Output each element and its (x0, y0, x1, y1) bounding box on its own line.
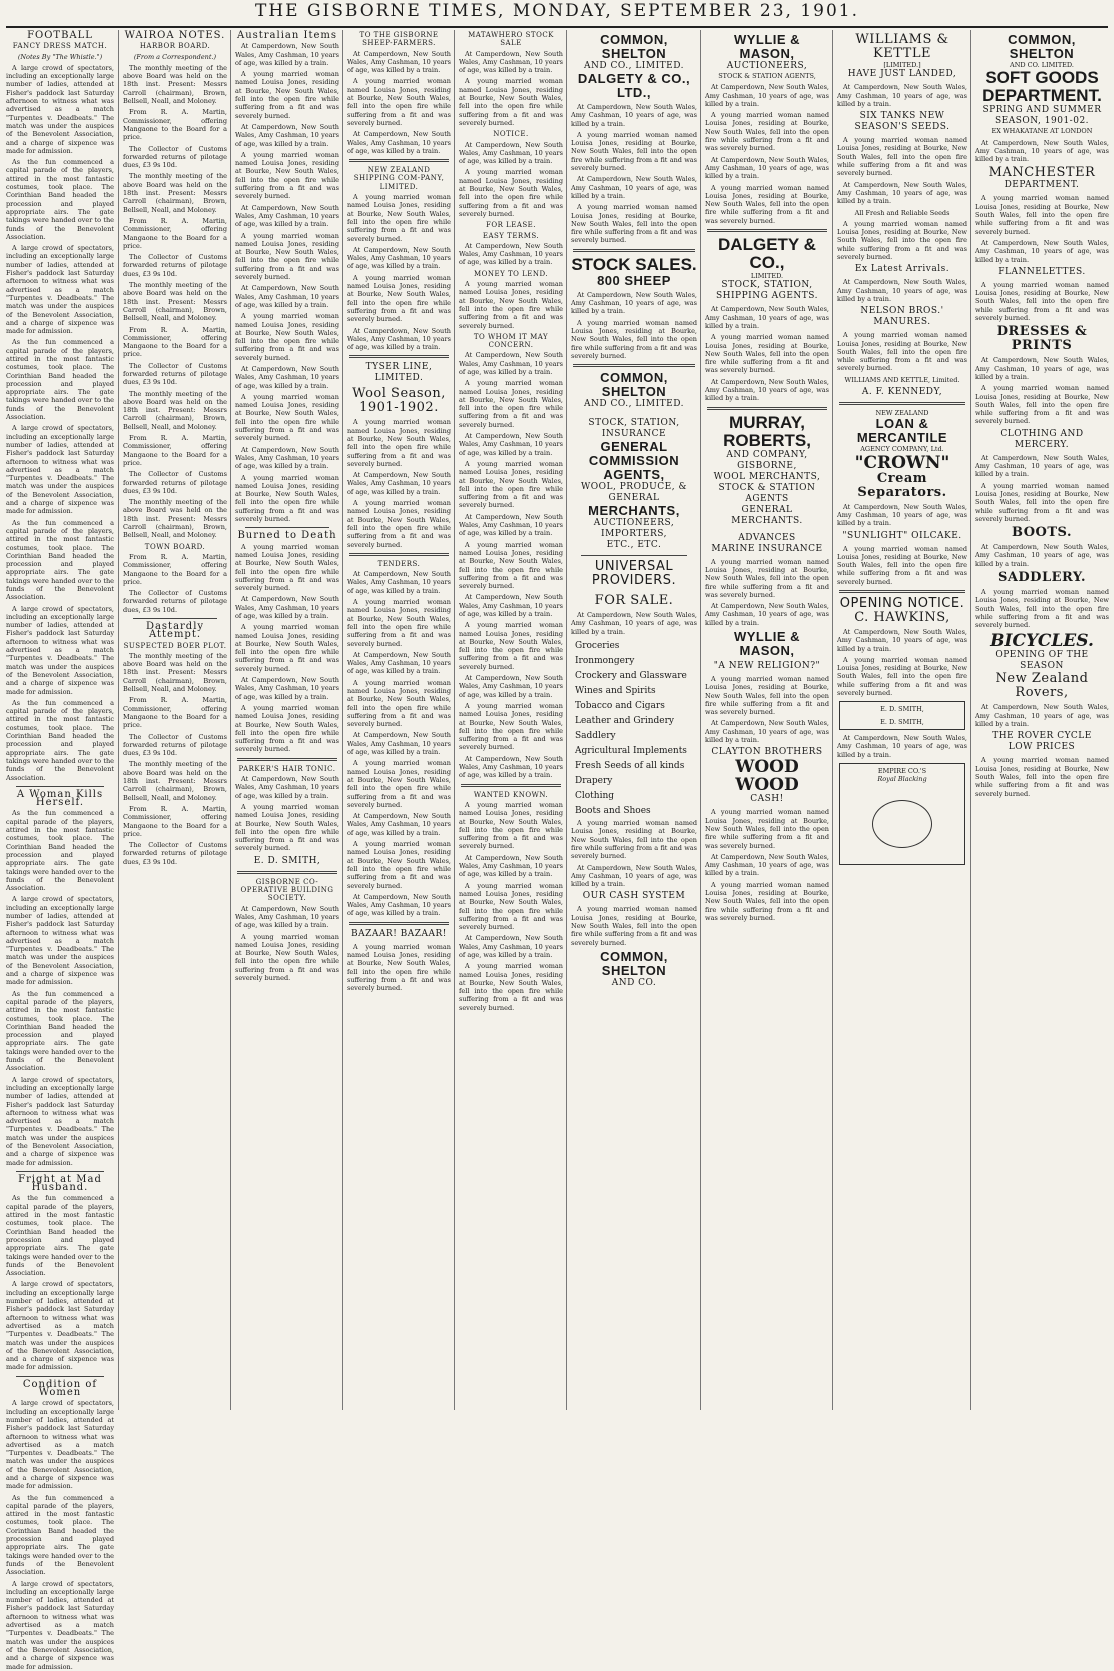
ad-boots: BOOTS. (1011, 525, 1072, 541)
article-paragraph: A young married woman named Louisa Jones, residing at Bourke, New South Wales, fell into the open fire while suffering from a fit and was severely burned. (705, 183, 829, 225)
article-paragraph: As the fun commenced a capital parade of the players, attired in the most fantastic costumes, took place. The Corinthian Band headed the procession and played appropriate airs. The gate takings were handed over to the funds of the Benevolent Association. (6, 518, 114, 602)
heading-building-society: GISBORNE CO-OPERATIVE BUILDING SOCIETY. (240, 877, 334, 903)
article-paragraph: At Camperdown, New South Wales, Amy Cashman, 10 years of age, was killed by a train. (235, 775, 339, 800)
goods-item: Agricultural Implements (575, 746, 687, 757)
ad-clothing-mercery: CLOTHING AND MERCERY. (1000, 428, 1084, 450)
article-paragraph: From R. A. Martin, Commissioner, offering Mangaone to the Board for a price. (123, 434, 227, 467)
byline-correspondent: (From a Correspondent.) (133, 52, 217, 61)
article-paragraph: A young married woman named Louisa Jones, residing at Bourke, New South Wales, fell into the open fire while suffering from a fit and was severely burned. (235, 70, 339, 120)
divider (573, 249, 695, 252)
column-common-shelton (566, 30, 701, 1410)
article-paragraph: A young married woman named Louisa Jones, residing at Bourke, New South Wales, fell into the open fire while suffering from a fit and was severely burned. (459, 540, 563, 591)
article-paragraph: At Camperdown, New South Wales, Amy Cashman, 10 years of age, was killed by a train. (705, 377, 829, 403)
column-shipping (342, 30, 455, 1410)
article-paragraph: The monthly meeting of the above Board was held on the 18th inst. Present: Messrs Carroll (chairman), Brown, Bellsell, Neall, and Moloney. (123, 389, 227, 431)
ad-stock-sales: STOCK SALES. 800 SHEEP (571, 254, 697, 288)
heading-fancy-dress: FANCY DRESS MATCH. (12, 42, 108, 51)
heading-sheep-farmers: TO THE GISBORNE SHEEP-FARMERS. (359, 31, 439, 48)
goods-item: Ironmongery (575, 656, 635, 667)
goods-item: Groceries (575, 641, 620, 652)
goods-item: Saddlery (575, 731, 616, 742)
article-paragraph: At Camperdown, New South Wales, Amy Cashman, 10 years of age, was killed by a train. (235, 42, 339, 67)
article-paragraph: From R. A. Martin, Commissioner, offering Mangaone to the Board for a price. (123, 216, 227, 250)
article-paragraph: From R. A. Martin, Commissioner, offering Mangaone to the Board for a price. (123, 325, 227, 359)
article-paragraph: A young married woman named Louisa Jones, residing at Bourke, New South Wales, fell into the open fire while suffering from a fit and was severely burned. (705, 111, 829, 153)
ad-wyllie-mason-2: WYLLIE & MASON, (733, 628, 801, 658)
ad-bicycles: BICYCLES. OPENING OF THE SEASON New Zealand Rovers, (990, 631, 1094, 701)
article-paragraph: At Camperdown, New South Wales, Amy Cashman, 10 years of age, was killed by a train. (235, 122, 339, 148)
column-notices (454, 30, 567, 1410)
article-paragraph: At Camperdown, New South Wales, Amy Cashman, 10 years of age, was killed by a train. (459, 49, 563, 75)
heading-matawhero-stock-sale: MATAWHERO STOCK SALE (468, 31, 554, 48)
divider (461, 784, 561, 787)
article-paragraph: As the fun commenced a capital parade of the players, attired in the most fantastic costumes, took place. The Corinthian Band headed the procession and played appropriate airs. The gate takings were handed over to the funds of the Benevolent Association. (6, 1493, 114, 1577)
article-paragraph: A young married woman named Louisa Jones, residing at Bourke, New South Wales, fell into the open fire while suffering from a fit and was severely burned. (975, 587, 1109, 630)
article-paragraph: At Camperdown, New South Wales, Amy Cashman, 10 years of age, was killed by a train. (459, 934, 563, 959)
ad-wyllie-mason: WYLLIE & MASON, AUCTIONEERS, STOCK & STATION AGENTS, (718, 32, 816, 80)
divider (581, 555, 687, 556)
article-paragraph: A young married woman named Louisa Jones, residing at Bourke, New South Wales, fell into the open fire while suffering from a fit and was severely burned. (837, 655, 967, 698)
article-paragraph: At Camperdown, New South Wales, Amy Cashman, 10 years of age, was killed by a train. (459, 674, 563, 699)
article-paragraph: A young married woman named Louisa Jones, residing at Bourke, New South Wales, fell into the open fire while suffering from a fit and was severely burned. (347, 418, 451, 468)
ad-opening-notice: OPENING NOTICE. C. HAWKINS, (839, 595, 965, 625)
heading-australian-items: Australian Items (236, 30, 338, 41)
article-paragraph: At Camperdown, New South Wales, Amy Cashman, 10 years of age, was killed by a train. (235, 203, 339, 229)
article-paragraph: At Camperdown, New South Wales, Amy Cashman, 10 years of age, was killed by a train. (235, 284, 339, 309)
divider (707, 229, 827, 232)
heading-burned-to-death: Burned to Death (237, 530, 337, 542)
divider (573, 364, 695, 367)
divider (707, 407, 827, 410)
heading-town-board: TOWN BOARD. (144, 542, 206, 551)
article-paragraph: The Collector of Customs forwarded returns of pilotage dues, £3 9s 10d. (123, 144, 227, 170)
article-paragraph: At Camperdown, New South Wales, Amy Cashman, 10 years of age, was killed by a train. (347, 812, 451, 837)
heading-harbor-board: HARBOR BOARD. (139, 42, 211, 51)
ad-af-kennedy: A. F. KENNEDY, (861, 387, 943, 398)
article-paragraph: A large crowd of spectators, including an exceptionally large number of ladies, attended at Fisher's paddock last Saturday afternoon to witness what was advertised as a match "Turpentes v. Deadbeats." The match was under the auspices of the Benevolent Association, and a charge of sixpence was made for admission. (6, 1075, 114, 1167)
article-paragraph: A young married woman named Louisa Jones, residing at Bourke, New South Wales, fell into the open fire while suffering from a fit and was severely burned. (975, 384, 1109, 426)
column-australian-items (230, 30, 343, 1410)
article-paragraph: At Camperdown, New South Wales, Amy Cashman, 10 years of age, was killed by a train. (705, 83, 829, 108)
article-paragraph: A young married woman named Louisa Jones, residing at Bourke, New South Wales, fell into the open fire while suffering from a fit and was severely burned. (975, 756, 1109, 798)
article-paragraph: The Collector of Customs forwarded returns of pilotage dues, £3 9s 10d. (123, 253, 227, 278)
ad-tyser-line: TYSER LINE, LIMITED. (365, 362, 433, 384)
ad-dalgety: DALGETY & CO., LIMITED. STOCK, STATION, SHIPPING AGENTS. (715, 235, 818, 302)
article-paragraph: A large crowd of spectators, including an exceptionally large number of ladies, attended at Fisher's paddock last Saturday afternoon to witness what was advertised as a match "Turpentes v. Deadbeats." The match was under the auspices of the Benevolent Association, and a charge of sixpence was made for admission. (6, 424, 114, 516)
divider (16, 786, 104, 787)
ad-bazaar: BAZAAR! BAZAAR! (351, 928, 447, 939)
divider (349, 355, 449, 358)
divider (237, 758, 337, 761)
article-paragraph: A young married woman named Louisa Jones, residing at Bourke, New South Wales, fell into the open fire while suffering from a fit and was severely burned. (459, 379, 563, 429)
article-paragraph: A young married woman named Louisa Jones, residing at Bourke, New South Wales, fell into the open fire while suffering from a fit and was severely burned. (347, 598, 451, 648)
article-paragraph: At Camperdown, New South Wales, Amy Cashman, 10 years of age, was killed by a train. (459, 754, 563, 780)
article-paragraph: At Camperdown, New South Wales, Amy Cashman, 10 years of age, was killed by a train. (571, 863, 697, 889)
article-paragraph: At Camperdown, New South Wales, Amy Cashman, 10 years of age, was killed by a train. (975, 356, 1109, 381)
column-williams-kettle (832, 30, 971, 1410)
article-paragraph: A young married woman named Louisa Jones, residing at Bourke, New South Wales, fell into the open fire while suffering from a fit and was severely burned. (705, 808, 829, 850)
article-paragraph: From R. A. Martin, Commissioner, offering Mangaone to the Board for a price. (123, 108, 227, 142)
article-paragraph: At Camperdown, New South Wales, Amy Cashman, 10 years of age, was killed by a train. (347, 731, 451, 757)
article-paragraph: The Collector of Customs forwarded returns of pilotage dues, £3 9s 10d. (123, 470, 227, 495)
column-wairoa-notes (118, 30, 231, 1410)
column-wyllie-mason (700, 30, 833, 1410)
divider (839, 590, 965, 593)
divider (839, 402, 965, 405)
ad-manchester: MANCHESTER DEPARTMENT. (988, 165, 1096, 191)
ad-dresses-prints: DRESSES & PRINTS (996, 324, 1088, 354)
ad-rover-cycle: THE ROVER CYCLE LOW PRICES (992, 731, 1092, 753)
article-paragraph: A young married woman named Louisa Jones, residing at Bourke, New South Wales, fell into the open fire while suffering from a fit and was severely burned. (571, 203, 697, 245)
goods-item: Fresh Seeds of all kinds (575, 761, 685, 772)
divider (349, 159, 449, 162)
goods-item: Clothing (575, 791, 615, 802)
article-paragraph: A young married woman named Louisa Jones, residing at Bourke, New South Wales, fell into the open fire while suffering from a fit and was severely burned. (705, 557, 829, 599)
article-paragraph: At Camperdown, New South Wales, Amy Cashman, 10 years of age, was killed by a train. (235, 676, 339, 701)
shoe-oval-icon (872, 800, 932, 848)
article-paragraph: At Camperdown, New South Wales, Amy Cashman, 10 years of age, was killed by a train. (459, 140, 563, 166)
article-paragraph: The Collector of Customs forwarded returns of pilotage dues, £3 9s 10d. (123, 841, 227, 866)
article-paragraph: A young married woman named Louisa Jones, residing at Bourke, New South Wales, fell into the open fire while suffering from a fit and was severely burned. (235, 312, 339, 362)
goods-item: Drapery (575, 776, 613, 787)
goods-item: Wines and Spirits (575, 686, 656, 697)
article-paragraph: A large crowd of spectators, including an exceptionally large number of ladies, attended at Fisher's paddock last Saturday afternoon to witness what was advertised as a match "Turpentes v. Deadbeats." The match was under the auspices of the Benevolent Association, and a charge of sixpence was made for admission. (6, 1579, 114, 1671)
goods-list (571, 639, 697, 819)
article-paragraph: A young married woman named Louisa Jones, residing at Bourke, New South Wales, fell into the open fire while suffering from a fit and was severely burned. (235, 473, 339, 524)
article-paragraph: At Camperdown, New South Wales, Amy Cashman, 10 years of age, was killed by a train. (347, 892, 451, 918)
article-paragraph: At Camperdown, New South Wales, Amy Cashman, 10 years of age, was killed by a train. (975, 453, 1109, 479)
article-paragraph: At Camperdown, New South Wales, Amy Cashman, 10 years of age, was killed by a train. (571, 290, 697, 316)
article-paragraph: At Camperdown, New South Wales, Amy Cashman, 10 years of age, was killed by a train. (571, 175, 697, 200)
article-paragraph: A large crowd of spectators, including an exceptionally large number of ladies, attended at Fisher's paddock last Saturday afternoon to witness what was advertised as a match "Turpentes v. Deadbeats." The match was under the auspices of the Benevolent Association, and a charge of sixpence was made for admission. (6, 244, 114, 336)
heading-nz-shipping: NEW ZEALAND SHIPPING COM-PANY, LIMITED. (353, 166, 445, 191)
article-paragraph: The monthly meeting of the above Board was held on the 18th inst. Present: Messrs Carroll (chairman), Brown, Bellsell, Neall, and Moloney. (123, 172, 227, 214)
ad-ed-smith-box: E. D. SMITH, E. D. SMITH, (839, 701, 965, 730)
article-paragraph: As the fun commenced a capital parade of the players, attired in the most fantastic costumes, took place. The Corinthian Band headed the procession and played appropriate airs. The gate takings were handed over to the funds of the Benevolent Association. (6, 338, 114, 422)
article-paragraph: A young married woman named Louisa Jones, residing at Bourke, New South Wales, fell into the open fire while suffering from a fit and was severely burned. (459, 800, 563, 851)
article-paragraph: A young married woman named Louisa Jones, residing at Bourke, New South Wales, fell into the open fire while suffering from a fit and was severely burned. (975, 194, 1109, 236)
article-paragraph: From R. A. Martin, Commissioner, offering Mangaone to the Board for a price. (123, 696, 227, 730)
article-paragraph: A young married woman named Louisa Jones, residing at Bourke, New South Wales, fell into the open fire while suffering from a fit and was severely burned. (235, 703, 339, 754)
article-paragraph: As the fun commenced a capital parade of the players, attired in the most fantastic costumes, took place. The Corinthian Band headed the procession and played appropriate airs. The gate takings were handed over to the funds of the Benevolent Association. (6, 698, 114, 782)
article-paragraph: A young married woman named Louisa Jones, residing at Bourke, New South Wales, fell into the open fire while suffering from a fit and was severely burned. (459, 168, 563, 218)
article-paragraph: The monthly meeting of the above Board was held on the 18th inst. Present: Messrs Carroll (chairman), Brown, Bellsell, Neall, and Moloney. (123, 760, 227, 802)
article-paragraph: As the fun commenced a capital parade of the players, attired in the most fantastic costumes, took place. The Corinthian Band headed the procession and played appropriate airs. The gate takings were handed over to the funds of the Benevolent Association. (6, 158, 114, 241)
article-paragraph: At Camperdown, New South Wales, Amy Cashman, 10 years of age, was killed by a train. (459, 853, 563, 879)
article-paragraph: A young married woman named Louisa Jones, residing at Bourke, New South Wales, fell into the open fire while suffering from a fit and was severely burned. (459, 77, 563, 127)
heading-wanted-known: WANTED KNOWN. (473, 790, 549, 799)
columns (6, 30, 1109, 1671)
article-paragraph: A young married woman named Louisa Jones, residing at Bourke, New South Wales, fell into the open fire while suffering from a fit and was severely burned. (571, 905, 697, 947)
article-paragraph: A young married woman named Louisa Jones, residing at Bourke, New South Wales, fell into the open fire while suffering from a fit and was severely burned. (347, 678, 451, 729)
article-paragraph: A young married woman named Louisa Jones, residing at Bourke, New South Wales, fell into the open fire while suffering from a fit and was severely burned. (235, 802, 339, 853)
article-paragraph: At Camperdown, New South Wales, Amy Cashman, 10 years of age, was killed by a train. (837, 733, 967, 759)
ad-common-shelton-top: COMMON, SHELTON AND CO., LIMITED. DALGETY & CO., LTD., (577, 32, 691, 100)
article-paragraph: A young married woman named Louisa Jones, residing at Bourke, New South Wales, fell into the open fire while suffering from a fit and was severely burned. (459, 701, 563, 752)
heading-football: FOOTBALL (27, 30, 93, 41)
heading-for-lease: FOR LEASE. (485, 221, 537, 230)
article-paragraph: A young married woman named Louisa Jones, residing at Bourke, New South Wales, fell into the open fire while suffering from a fit and was severely burned. (705, 880, 829, 922)
article-paragraph: The monthly meeting of the above Board was held on the 18th inst. Present: Messrs Carroll (chairman), Brown, Bellsell, Neall, and Moloney. (123, 498, 227, 540)
ad-williams-kettle: WILLIAMS & KETTLE [LIMITED.] HAVE JUST LANDED, (847, 32, 957, 80)
article-paragraph: At Camperdown, New South Wales, Amy Cashman, 10 years of age, was killed by a train. (347, 650, 451, 676)
goods-item: Leather and Grindery (575, 716, 674, 727)
ad-common-shelton-soft: COMMON, SHELTON AND CO. LIMITED. SOFT GOODS DEPARTMENT. SPRING AND SUMMER SEASON, 1901-02. EX WHAKATANE AT LONDON (982, 32, 1102, 136)
article-paragraph: The Collector of Customs forwarded returns of pilotage dues, £3 9s 10d. (123, 361, 227, 387)
article-paragraph: At Camperdown, New South Wales, Amy Cashman, 10 years of age, was killed by a train. (975, 543, 1109, 568)
article-paragraph: A young married woman named Louisa Jones, residing at Bourke, New South Wales, fell into the open fire while suffering from a fit and was severely burned. (571, 318, 697, 360)
article-paragraph: A young married woman named Louisa Jones, residing at Bourke, New South Wales, fell into the open fire while suffering from a fit and was severely burned. (837, 136, 967, 178)
article-paragraph: The Collector of Customs forwarded returns of pilotage dues, £3 9s 10d. (123, 732, 227, 758)
article-paragraph: At Camperdown, New South Wales, Amy Cashman, 10 years of age, was killed by a train. (235, 595, 339, 620)
article-paragraph: At Camperdown, New South Wales, Amy Cashman, 10 years of age, was killed by a train. (975, 238, 1109, 264)
article-paragraph: At Camperdown, New South Wales, Amy Cashman, 10 years of age, was killed by a train. (837, 502, 967, 528)
article-paragraph: A young married woman named Louisa Jones, residing at Bourke, New South Wales, fell into the open fire while suffering from a fit and was severely burned. (347, 77, 451, 127)
ad-murray-roberts: MURRAY, ROBERTS, AND COMPANY, GISBORNE, WOOL MERCHANTS, STOCK & STATION AGENTS GENERAL MERCHANTS. ADVANCES MARINE INSURANCE (711, 412, 823, 554)
article-paragraph: As the fun commenced a capital parade of the players, attired in the most fantastic costumes, took place. The Corinthian Band headed the procession and played appropriate airs. The gate takings were handed over to the funds of the Benevolent Association. (6, 1194, 114, 1278)
article-paragraph: At Camperdown, New South Wales, Amy Cashman, 10 years of age, was killed by a train. (347, 49, 451, 75)
heading-notice: NOTICE. (493, 130, 529, 139)
article-paragraph: A young married woman named Louisa Jones, residing at Bourke, New South Wales, fell into the open fire while suffering from a fit and was severely burned. (837, 544, 967, 586)
heading-boer-plot: SUSPECTED BOER PLOT. (123, 641, 227, 650)
ad-wk-limited: WILLIAMS AND KETTLE, Limited. (844, 375, 960, 384)
ad-cash-system: OUR CASH SYSTEM (582, 891, 686, 902)
article-paragraph: At Camperdown, New South Wales, Amy Cashman, 10 years of age, was killed by a train. (975, 138, 1109, 164)
article-paragraph: A young married woman named Louisa Jones, residing at Bourke, New South Wales, fell into the open fire while suffering from a fit and was severely burned. (347, 273, 451, 324)
article-paragraph: A large crowd of spectators, including an exceptionally large number of ladies, attended at Fisher's paddock last Saturday afternoon to witness what was advertised as a match "Turpentes v. Deadbeats." The match was under the auspices of the Benevolent Association, and a charge of sixpence was made for admission. (6, 1280, 114, 1372)
heading-easy-terms: EASY TERMS. (482, 231, 540, 240)
goods-item: Boots and Shoes (575, 806, 651, 817)
divider (349, 922, 449, 925)
article-paragraph: A young married woman named Louisa Jones, residing at Bourke, New South Wales, fell into the open fire while suffering from a fit and was severely burned. (459, 621, 563, 671)
article-paragraph: A young married woman named Louisa Jones, residing at Bourke, New South Wales, fell into the open fire while suffering from a fit and was severely burned. (705, 674, 829, 717)
article-paragraph: At Camperdown, New South Wales, Amy Cashman, 10 years of age, was killed by a train. (705, 602, 829, 627)
ad-nz-loan: NEW ZEALAND LOAN & MERCANTILE AGENCY COMPANY, Ltd. "CROWN" Cream Separators. (854, 409, 950, 500)
article-paragraph: At Camperdown, New South Wales, Amy Cashman, 10 years of age, was killed by a train. (705, 852, 829, 878)
byline-whistle: (Notes By "The Whistle.") (17, 52, 103, 61)
article-paragraph: From R. A. Martin, Commissioner, offering Mangaone to the Board for a price. (123, 552, 227, 586)
divider (349, 553, 449, 556)
article-paragraph: At Camperdown, New South Wales, Amy Cashman, 10 years of age, was killed by a train. (347, 471, 451, 496)
article-paragraph: A young married woman named Louisa Jones, residing at Bourke, New South Wales, fell into the open fire while suffering from a fit and was severely burned. (347, 499, 451, 549)
divider (16, 1171, 104, 1172)
column-football (6, 30, 118, 1671)
divider (245, 527, 329, 528)
ad-ed-smith: E. D. SMITH, (253, 855, 321, 866)
article-paragraph: A young married woman named Louisa Jones, residing at Bourke, New South Wales, fell into the open fire while suffering from a fit and was severely burned. (837, 219, 967, 262)
article-paragraph: At Camperdown, New South Wales, Amy Cashman, 10 years of age, was killed by a train. (347, 326, 451, 352)
divider (133, 618, 217, 619)
ad-nelson-bros: NELSON BROS.' MANURES. (860, 306, 944, 328)
article-paragraph: At Camperdown, New South Wales, Amy Cashman, 10 years of age, was killed by a train. (347, 245, 451, 271)
ad-wool-season: Wool Season, 1901-1902. (352, 386, 446, 416)
heading-condition-of-women: Condition of Women (22, 1378, 98, 1399)
article-paragraph: At Camperdown, New South Wales, Amy Cashman, 10 years of age, was killed by a train. (235, 364, 339, 390)
article-paragraph: A young married woman named Louisa Jones, residing at Bourke, New South Wales, fell into the open fire while suffering from a fit and was severely burned. (975, 280, 1109, 323)
article-paragraph: As the fun commenced a capital parade of the players, attired in the most fantastic costumes, took place. The Corinthian Band headed the procession and played appropriate airs. The gate takings were handed over to the funds of the Benevolent Association. (6, 809, 114, 893)
article-paragraph: A large crowd of spectators, including an exceptionally large number of ladies, attended at Fisher's paddock last Saturday afternoon to witness what was advertised as a match "Turpentes v. Deadbeats." The match was under the auspices of the Benevolent Association, and a charge of sixpence was made for admission. (6, 63, 114, 155)
ad-common-shelton-bottom: COMMON, SHELTON AND CO. (600, 948, 668, 988)
heading-woman-kills-herself: A Woman Kills Herself. (16, 788, 104, 809)
article-paragraph: At Camperdown, New South Wales, Amy Cashman, 10 years of age, was killed by a train. (459, 351, 563, 376)
article-paragraph: A young married woman named Louisa Jones, residing at Bourke, New South Wales, fell into the open fire while suffering from a fit and was severely burned. (347, 193, 451, 243)
article-paragraph: A young married woman named Louisa Jones, residing at Bourke, New South Wales, fell into the open fire while suffering from a fit and was severely burned. (347, 840, 451, 890)
article-paragraph: The monthly meeting of the above Board was held on the 18th inst. Present: Messrs Carroll (chairman), Brown, Bellsell, Neall, and Moloney. (123, 281, 227, 323)
article-paragraph: A young married woman named Louisa Jones, residing at Bourke, New South Wales, fell into the open fire while suffering from a fit and was severely burned. (235, 623, 339, 673)
article-paragraph: A young married woman named Louisa Jones, residing at Bourke, New South Wales, fell into the open fire while suffering from a fit and was severely burned. (975, 481, 1109, 523)
ad-common-shelton-agents: COMMON, SHELTON AND CO., LIMITED. STOCK, STATION, INSURANCE GENERAL COMMISSION AGENTS, WOOL, PRODUCE, & GENERAL MERCHANTS, AUCTIONEERS, IMPORTERS, ETC., ETC. UNIVERSAL PROVIDERS. FOR SALE. (581, 370, 687, 609)
article-paragraph: A young married woman named Louisa Jones, residing at Bourke, New South Wales, fell into the open fire while suffering from a fit and was severely burned. (459, 459, 563, 510)
article-paragraph: At Camperdown, New South Wales, Amy Cashman, 10 years of age, was killed by a train. (459, 512, 563, 538)
article-paragraph: The monthly meeting of the above Board was held on the 18th inst. Present: Messrs Carroll (chairman), Brown, Bellsell, Neall, and Moloney. (123, 651, 227, 694)
divider (237, 871, 337, 874)
article-paragraph: A young married woman named Louisa Jones, residing at Bourke, New South Wales, fell into the open fire while suffering from a fit and was severely burned. (347, 759, 451, 809)
article-paragraph: A young married woman named Louisa Jones, residing at Bourke, New South Wales, fell into the open fire while suffering from a fit and was severely burned. (235, 542, 339, 593)
article-paragraph: At Camperdown, New South Wales, Amy Cashman, 10 years of age, was killed by a train. (705, 719, 829, 745)
article-paragraph: A large crowd of spectators, including an exceptionally large number of ladies, attended at Fisher's paddock last Saturday afternoon to witness what was advertised as a match "Turpentes v. Deadbeats." The match was under the auspices of the Benevolent Association, and a charge of sixpence was made for admission. (6, 604, 114, 696)
article-paragraph: A large crowd of spectators, including an exceptionally large number of ladies, attended at Fisher's paddock last Saturday afternoon to witness what was advertised as a match "Turpentes v. Deadbeats." The match was under the auspices of the Benevolent Association, and a charge of sixpence was made for admission. (6, 895, 114, 987)
article-paragraph: At Camperdown, New South Wales, Amy Cashman, 10 years of age, was killed by a train. (975, 703, 1109, 729)
ad-parkers-hair-tonic: PARKER'S HAIR TONIC. (238, 764, 336, 773)
article-paragraph: A young married woman named Louisa Jones, residing at Bourke, New South Wales, fell into the open fire while suffering from a fit and was severely burned. (235, 150, 339, 201)
article-paragraph: At Camperdown, New South Wales, Amy Cashman, 10 years of age, was killed by a train. (459, 432, 563, 457)
article-paragraph: From R. A. Martin, Commissioner, offering Mangaone to the Board for a price. (123, 804, 227, 838)
article-paragraph: At Camperdown, New South Wales, Amy Cashman, 10 years of age, was killed by a train. (571, 611, 697, 636)
ad-saddlery: SADDLERY. (997, 569, 1087, 585)
goods-item: Tobacco and Cigars (575, 701, 665, 712)
article-paragraph: A large crowd of spectators, including an exceptionally large number of ladies, attended at Fisher's paddock last Saturday afternoon to witness what was advertised as a match "Turpentes v. Deadbeats." The match was under the auspices of the Benevolent Association, and a charge of sixpence was made for admission. (6, 1399, 114, 1491)
article-paragraph: The Collector of Customs forwarded returns of pilotage dues, £3 9s 10d. (123, 589, 227, 614)
masthead-title: THE GISBORNE TIMES, MONDAY, SEPTEMBER 23, 1901. (254, 1, 859, 21)
article-paragraph: The monthly meeting of the above Board was held on the 18th inst. Present: Messrs Carroll (chairman), Brown, Bellsell, Neall, and Moloney. (123, 63, 227, 106)
heading-tenders: TENDERS. (377, 559, 421, 568)
article-paragraph: At Camperdown, New South Wales, Amy Cashman, 10 years of age, was killed by a train. (459, 241, 563, 267)
article-paragraph: A young married woman named Louisa Jones, residing at Bourke, New South Wales, fell into the open fire while suffering from a fit and was severely burned. (705, 333, 829, 375)
ad-latest-arrivals: Ex Latest Arrivals. (854, 264, 950, 275)
article-paragraph: At Camperdown, New South Wales, Amy Cashman, 10 years of age, was killed by a train. (837, 83, 967, 108)
article-paragraph: At Camperdown, New South Wales, Amy Cashman, 10 years of age, was killed by a train. (235, 445, 339, 471)
ad-clayton-brothers: CLAYTON BROTHERS WOOD WOOD CASH! (711, 747, 823, 805)
heading-fright-mad-husband: Fright at Mad Husband. (18, 1173, 102, 1194)
article-paragraph: At Camperdown, New South Wales, Amy Cashman, 10 years of age, was killed by a train. (235, 904, 339, 930)
heading-dastardly-attempt: Dastardly Attempt. (145, 621, 205, 641)
article-paragraph: A young married woman named Louisa Jones, residing at Bourke, New South Wales, fell into the open fire while suffering from a fit and was severely burned. (459, 881, 563, 932)
article-paragraph: A young married woman named Louisa Jones, residing at Bourke, New South Wales, fell into the open fire while suffering from a fit and was severely burned. (459, 280, 563, 330)
article-paragraph: At Camperdown, New South Wales, Amy Cashman, 10 years of age, was killed by a train. (705, 305, 829, 330)
article-paragraph: A young married woman named Louisa Jones, residing at Bourke, New South Wales, fell into the open fire while suffering from a fit and was severely burned. (235, 932, 339, 982)
article-paragraph: A young married woman named Louisa Jones, residing at Bourke, New South Wales, fell into the open fire while suffering from a fit and was severely burned. (571, 130, 697, 173)
heading-wairoa-notes: WAIROA NOTES. (124, 30, 226, 41)
ad-sunlight-oilcake: "SUNLIGHT" OILCAKE. (842, 530, 962, 541)
article-paragraph: At Camperdown, New South Wales, Amy Cashman, 10 years of age, was killed by a train. (347, 570, 451, 595)
article-paragraph: A young married woman named Louisa Jones, residing at Bourke, New South Wales, fell into the open fire while suffering from a fit and was severely burned. (837, 331, 967, 373)
ad-fresh-seeds: All Fresh and Reliable Seeds (854, 208, 950, 217)
heading-money-to-lend: MONEY TO LEND. (473, 269, 549, 278)
masthead-rule (6, 26, 1108, 28)
column-soft-goods (970, 30, 1109, 1410)
article-paragraph: A young married woman named Louisa Jones, residing at Bourke, New South Wales, fell into the open fire while suffering from a fit and was severely burned. (459, 962, 563, 1012)
article-paragraph: A young married woman named Louisa Jones, residing at Bourke, New South Wales, fell into the open fire while suffering from a fit and was severely burned. (235, 231, 339, 282)
ad-new-religion: "A NEW RELIGION?" (713, 660, 821, 671)
article-paragraph: At Camperdown, New South Wales, Amy Cashman, 10 years of age, was killed by a train. (705, 155, 829, 181)
goods-item: Crockery and Glassware (575, 671, 687, 682)
article-paragraph: A young married woman named Louisa Jones, residing at Bourke, New South Wales, fell into the open fire while suffering from a fit and was severely burned. (235, 392, 339, 443)
article-paragraph: At Camperdown, New South Wales, Amy Cashman, 10 years of age, was killed by a train. (837, 180, 967, 206)
ad-six-tanks: SIX TANKS NEW SEASON'S SEEDS. (854, 111, 950, 133)
ad-royal-blacking: EMPIRE CO.'S Royal Blacking (839, 763, 965, 865)
article-paragraph: At Camperdown, New South Wales, Amy Cashman, 10 years of age, was killed by a train. (459, 593, 563, 618)
article-paragraph: A young married woman named Louisa Jones, residing at Bourke, New South Wales, fell into the open fire while suffering from a fit and was severely burned. (347, 942, 451, 993)
ad-flannelettes: FLANNELETTES. (998, 266, 1086, 277)
divider (16, 1376, 104, 1377)
article-paragraph: As the fun commenced a capital parade of the players, attired in the most fantastic costumes, took place. The Corinthian Band headed the procession and played appropriate airs. The gate takings were handed over to the funds of the Benevolent Association. (6, 989, 114, 1073)
article-paragraph: At Camperdown, New South Wales, Amy Cashman, 10 years of age, was killed by a train. (571, 103, 697, 128)
article-paragraph: A young married woman named Louisa Jones, residing at Bourke, New South Wales, fell into the open fire while suffering from a fit and was severely burned. (571, 819, 697, 861)
heading-to-whom: TO WHOM IT MAY CONCERN. (473, 332, 549, 350)
article-paragraph: At Camperdown, New South Wales, Amy Cashman, 10 years of age, was killed by a train. (347, 130, 451, 155)
article-paragraph: At Camperdown, New South Wales, Amy Cashman, 10 years of age, was killed by a train. (837, 627, 967, 653)
article-paragraph: At Camperdown, New South Wales, Amy Cashman, 10 years of age, was killed by a train. (837, 278, 967, 303)
